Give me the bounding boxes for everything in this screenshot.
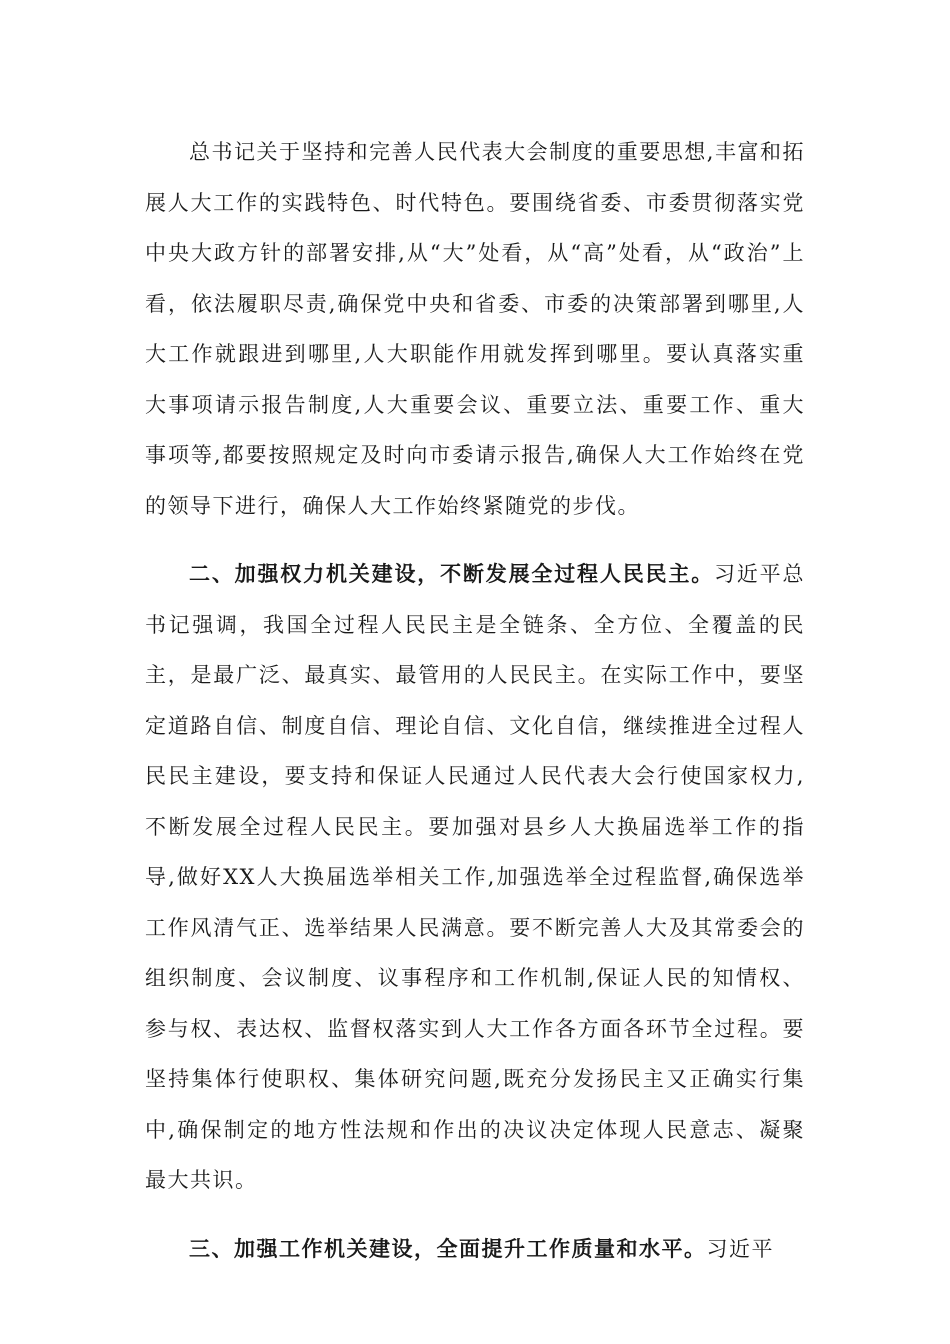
paragraph-continuation [145, 127, 805, 531]
paragraph-body: 习近平总书记强调，我国全过程人民民主是全链条、全方位、全覆盖的民主，是最广泛、最真实、最管用的人民民主。在实际工作中，要坚定道路自信、制度自信、理论自信、文化自信，继续推进全过程人民民主建设，要支持和保证人民通过人民代表大会行使国家权力,不断发展全过程人民民主。要加强对县乡人大换届选举工作的指导,做好XX人大换届选举相关工作,加强选举全过程监督,确保选举工作风清气正、选举结果人民满意。要不断完善人大及其常委会的组织制度、会议制度、议事程序和工作机制,保证人民的知情权、参与权、表达权、监督权落实到人大工作各方面各环节全过程。要坚持集体行使职权、集体研究问题,既充分发扬民主又正确实行集中,确保制定的地方性法规和作出的决议决定体现人民意志、凝聚最大共识。 [145, 562, 806, 1192]
paragraph-body: 总书记关于坚持和完善人民代表大会制度的重要思想,丰富和拓展人大工作的实践特色、时代特色。要围绕省委、市委贯彻落实党中央大政方针的部署安排,从“大”处看，从“高”处看，从“政治”上看，依法履职尽责,确保党中央和省委、市委的决策部署到哪里,人大工作就跟进到哪里,人大职能作用就发挥到哪里。要认真落实重大事项请示报告制度,人大重要会议、重要立法、重要工作、重大事项等,都要按照规定及时向市委请示报告,确保人大工作始终在党的领导下进行，确保人大工作始终紧随党的步伐。 [145, 140, 805, 518]
section-heading: 二、加强权力机关建设，不断发展全过程人民民主。 [189, 561, 715, 586]
paragraph-section-three [145, 1224, 805, 1275]
section-heading: 三、加强工作机关建设，全面提升工作质量和水平。 [189, 1235, 707, 1261]
paragraph-section-two [145, 549, 805, 1206]
document-page [145, 127, 805, 1274]
paragraph-body: 习近平 [706, 1236, 774, 1261]
